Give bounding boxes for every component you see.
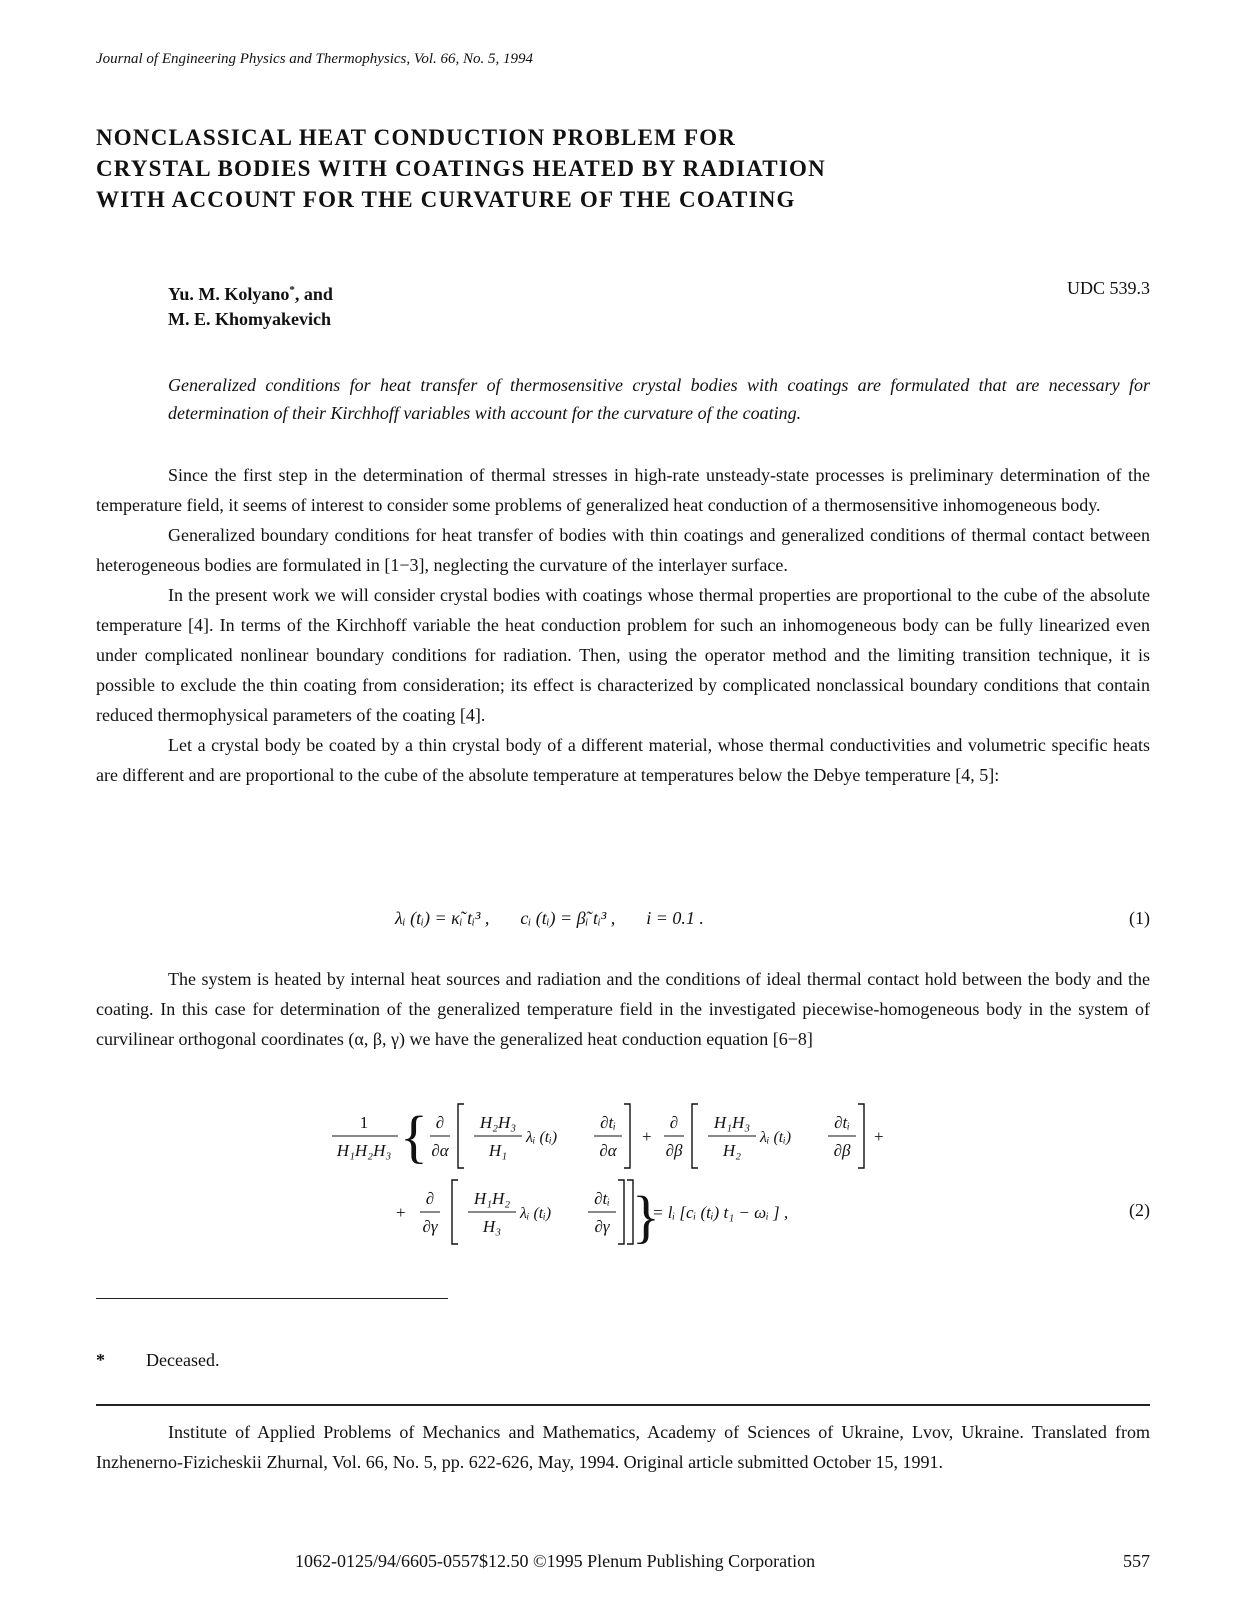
eq2-plus-1: + [642, 1127, 652, 1146]
journal-header: Journal of Engineering Physics and Thermophysics, Vol. 66, No. 5, 1994 [96, 51, 534, 67]
abstract: Generalized conditions for heat transfer of thermosensitive crystal bodies with coatings are formulated that are necessary for determination of their Kirchhoff variables with account for the curvature of the coating. [168, 375, 1150, 423]
eq2-rhs: = lᵢ [cᵢ (tᵢ) t₁ − ωᵢ ] , [652, 1203, 789, 1222]
affiliation: Institute of Applied Problems of Mechanics and Mathematics, Academy of Sciences of Ukraine, Lvov, Ukraine. Translated from Inzhenerno-Fizicheskii Zhurnal, Vol. 66, No. 5, pp. 622-626, May, 1994. Original article submitted October 15, 1991. [96, 1422, 1150, 1472]
eq2-prefactor-den: H₁H₂H₃ [336, 1141, 392, 1160]
eq2-brace-close: } [632, 1184, 660, 1249]
eq2-lambda-2: λᵢ (tᵢ) [760, 1129, 792, 1146]
eq2-partial-1: ∂ [435, 1113, 445, 1132]
equation-1-heat: cᵢ (tᵢ) = β̃ᵢ tᵢ³ , [520, 908, 616, 928]
footnote-mark: * [96, 1350, 105, 1370]
author-list [168, 278, 333, 332]
eq2-lambda-3: λᵢ (tᵢ) [520, 1205, 552, 1222]
affiliation-rule [96, 1404, 1150, 1406]
eq2-d-gamma: ∂γ [422, 1217, 438, 1236]
eq2-plus-2: + [874, 1127, 884, 1146]
eq2-d-beta: ∂β [665, 1141, 683, 1160]
paragraph-4: Let a crystal body be coated by a thin crystal body of a different material, whose thermal conductivities and volumetric specific heats are different and are proportional to the cube of the absolute temperature at temperatures below the Debye temperature [4, 5]: [96, 735, 1150, 785]
eq2-brace-open: { [400, 1104, 428, 1169]
eq2-d-alpha-2: ∂α [599, 1141, 617, 1160]
body-text [96, 460, 1150, 790]
eq2-d-beta-2: ∂β [833, 1141, 851, 1160]
author-name-khomyakevich: M. E. Khomyakevich [168, 309, 332, 329]
eq2-dt-3: ∂tᵢ [594, 1189, 610, 1208]
footnote-text: Deceased. [146, 1350, 220, 1370]
eq2-prefactor-num: 1 [359, 1113, 369, 1132]
eq2-term2-den: H₂ [722, 1141, 742, 1160]
equation-1-lambda: λᵢ (tᵢ) = κ̃ᵢ tᵢ³ , [395, 908, 490, 928]
issn-copyright: 1062-0125/94/6605-0557$12.50 ©1995 Plenum Publishing Corporation [295, 1551, 816, 1571]
paragraph-5: The system is heated by internal heat sources and radiation and the conditions of ideal thermal contact hold between the body and the coating. In this case for determination of the generalized temperature field in the investigated piecewise-homogeneous body in the system of curvilinear orthogonal coordinates (α, β, γ) we have the generalized heat conduction equation [6−8] [96, 969, 1150, 1049]
eq2-partial-3: ∂ [425, 1189, 435, 1208]
paper-title: NONCLASSICAL HEAT CONDUCTION PROBLEM FOR CRYSTAL BODIES WITH COATINGS HEATED BY RADIATION WITH ACCOUNT FOR THE CURVATURE OF THE COATING [96, 125, 826, 212]
equation-1-number: (1) [1129, 908, 1150, 928]
equation-2-number: (2) [1129, 1200, 1150, 1220]
eq2-dt-2: ∂tᵢ [834, 1113, 850, 1132]
eq2-term1-num: H₂H₃ [479, 1113, 517, 1132]
paragraph-1: Since the first step in the determination of thermal stresses in high-rate unsteady-state processes is preliminary determination of the temperature field, it seems of interest to consider some problems of generalized heat conduction of a thermosensitive inhomogeneous body. [96, 465, 1150, 515]
author-separator: , and [294, 284, 333, 304]
equation-2-graphic [330, 1104, 890, 1282]
eq2-term1-den: H₁ [488, 1141, 508, 1160]
eq2-dt-1: ∂tᵢ [600, 1113, 616, 1132]
eq2-d-gamma-2: ∂γ [594, 1217, 610, 1236]
footnote-rule [96, 1298, 448, 1299]
page-number: 557 [1123, 1551, 1150, 1571]
equation-2 [330, 1104, 890, 1282]
eq2-term2-num: H₁H₃ [713, 1113, 751, 1132]
eq2-partial-2: ∂ [669, 1113, 679, 1132]
deceased-mark: * [289, 284, 295, 296]
eq2-term3-num: H₁H₂ [473, 1189, 511, 1208]
footnote [96, 1350, 219, 1371]
paragraph-3: In the present work we will consider crystal bodies with coatings whose thermal properties are proportional to the cube of the absolute temperature [4]. In terms of the Kirchhoff variable the heat conduction problem for such an inhomogeneous body can be fully linearized even under complicated nonlinear boundary conditions for radiation. Then, using the operator method and the limiting transition technique, it is possible to exclude the thin coating from consideration; its effect is characterized by complicated nonclassical boundary conditions that contain reduced thermophysical parameters of the coating [4]. [96, 585, 1150, 725]
equation-1 [395, 908, 704, 929]
author-name-kolyano: Yu. M. Kolyano [168, 284, 290, 304]
paragraph-2: Generalized boundary conditions for heat transfer of bodies with thin coatings and generalized conditions of thermal contact between heterogeneous bodies are formulated in [1−3], neglecting the curvature of the interlayer surface. [96, 525, 1150, 575]
eq2-d-alpha: ∂α [431, 1141, 449, 1160]
author-line-1 [168, 278, 333, 307]
udc-code: UDC 539.3 [1066, 278, 1150, 298]
eq2-plus-3: + [396, 1203, 406, 1222]
eq2-lambda-1: λᵢ (tᵢ) [526, 1129, 558, 1146]
body-text-continued [96, 964, 1150, 1054]
equation-1-condition: i = 0.1 . [646, 908, 704, 928]
eq2-term3-den: H₃ [482, 1217, 502, 1236]
